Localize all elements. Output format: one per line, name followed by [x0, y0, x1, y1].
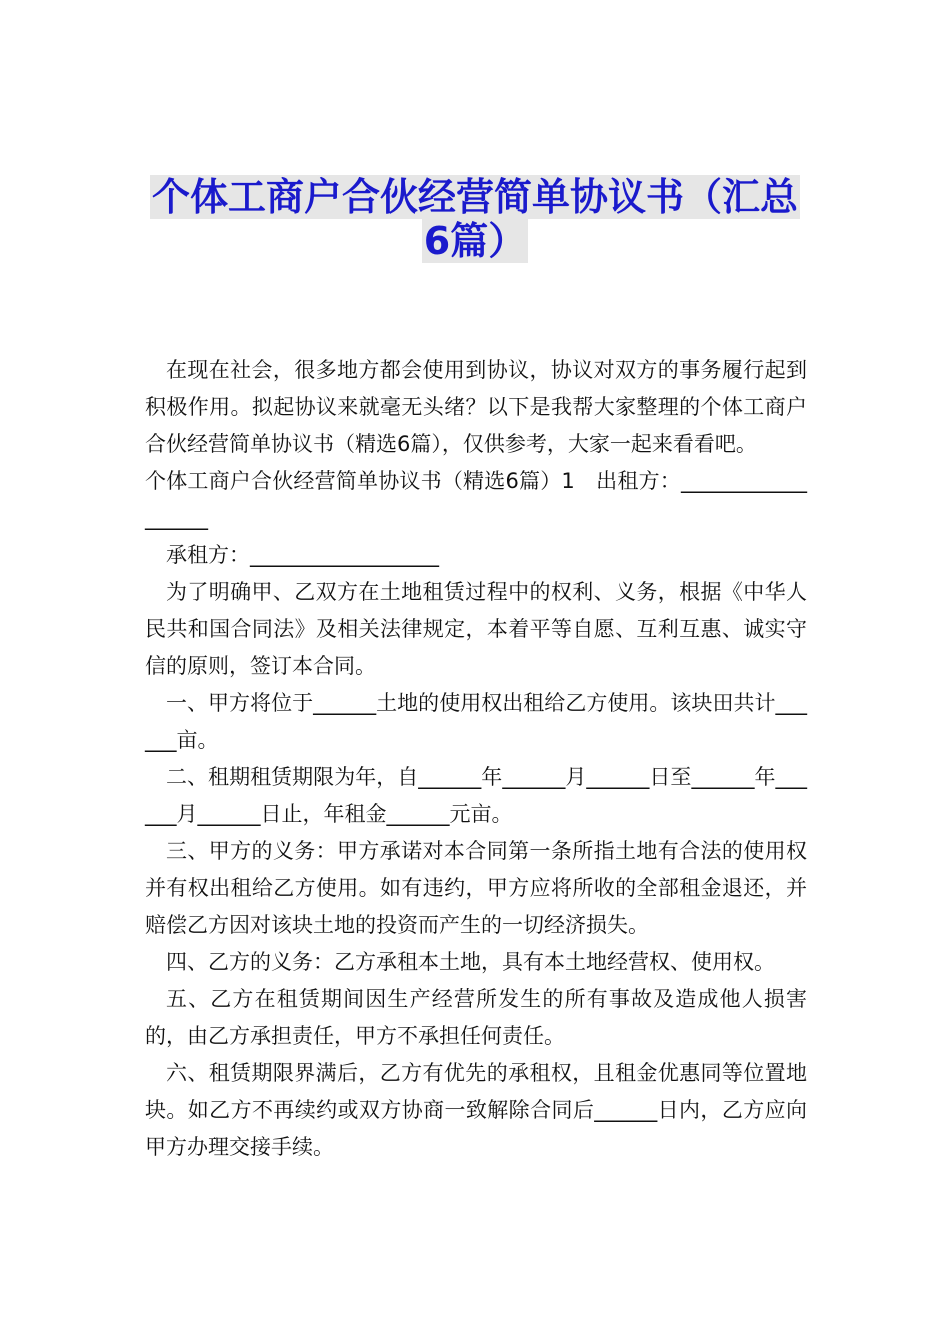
clause-two: 二、租期租赁期限为年，自______年______月______日至______年______月______日止，年租金______元亩。	[145, 765, 807, 826]
intro-paragraph: 在现在社会，很多地方都会使用到协议，协议对双方的事务履行起到积极作用。拟起协议来就毫无头绪？以下是我帮大家整理的个体工商户合伙经营简单协议书（精选6篇），仅供参考，大家一起来看看吧。	[145, 358, 807, 456]
document-body	[145, 352, 807, 1166]
clause-one: 一、甲方将位于______土地的使用权出租给乙方使用。该块田共计______亩。	[145, 691, 807, 752]
contract-purpose-paragraph: 为了明确甲、乙双方在土地租赁过程中的权利、义务，根据《中华人民共和国合同法》及相关法律规定，本着平等自愿、互利互惠、诚实守信的原则，签订本合同。	[145, 580, 807, 678]
clause-five: 五、乙方在租赁期间因生产经营所发生的所有事故及造成他人损害的，由乙方承担责任，甲方不承担任何责任。	[145, 987, 807, 1048]
clause-three: 三、甲方的义务：甲方承诺对本合同第一条所指土地有合法的使用权并有权出租给乙方使用。如有违约，甲方应将所收的全部租金退还，并赔偿乙方因对该块土地的投资而产生的一切经济损失。	[145, 839, 807, 937]
document-title	[145, 175, 805, 263]
clause-six: 六、租赁期限界满后，乙方有优先的承租权，且租金优惠同等位置地块。如乙方不再续约或双方协商一致解除合同后______日内，乙方应向甲方办理交接手续。	[145, 1061, 807, 1159]
section-heading-lessor: 个体工商户合伙经营简单协议书（精选6篇）1 出租方：__________________	[145, 469, 807, 530]
document-title-text: 个体工商户合伙经营简单协议书（汇总6篇）	[151, 175, 798, 263]
lessee-line: 承租方：__________________	[166, 543, 439, 567]
clause-four: 四、乙方的义务：乙方承租本土地，具有本土地经营权、使用权。	[166, 950, 775, 974]
